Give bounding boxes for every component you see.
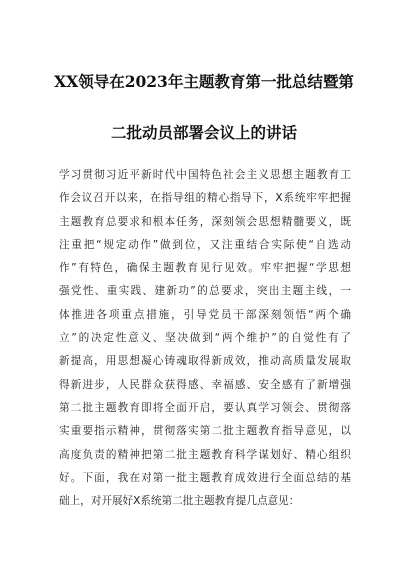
document-title-line-2: 二批动员部署会议上的讲话 [110,123,297,142]
body-line: 主题教育总要求和根本任务，深刻领会思想精髓要义，既 [59,215,351,228]
document-title-line-1: XX领导在2023年主题教育第一批总结暨第 [54,72,354,91]
body-line: 注重把“规定动作”做到位，又注重结合实际使“自选动 [59,238,351,251]
body-line: 新提高，用思想凝心铸魂取得新成效，推动高质量发展取 [59,355,351,368]
body-line: 体推进各项重点措施，引导党员干部深刻领悟“两个确 [59,308,351,321]
body-line: 高度负责的精神把第二批主题教育科学谋划好、精心组织 [59,448,351,461]
body-line: 实重要指示精神，贯彻落实第二批主题教育指导意见，以 [59,425,351,438]
body-line: 强党性、重实践、建新功”的总要求，突出主题主线，一 [59,285,351,298]
body-line: 得新进步，人民群众获得感、幸福感、安全感有了新增强 [59,378,351,391]
body-line: 立”的决定性意义、坚决做到“两个维护”的自觉性有了 [59,332,351,345]
body-line: 好。下面，我在对第一批主题教育成效进行全面总结的基 [59,471,351,484]
body-line: 第二批主题教育即将全面开启，要认真学习领会、贯彻落 [59,401,351,414]
document-body [59,164,351,513]
body-line: 作会议召开以来，在指导组的精心指导下，X系统牢牢把握 [59,192,351,205]
body-line: 础上，对开展好X系统第二批主题教育提几点意见： [59,495,300,508]
body-line: 学习贯彻习近平新时代中国特色社会主义思想主题教育工 [59,169,351,181]
body-line: 作”有特色，确保主题教育见行见效。牢牢把握“学思想 [59,262,351,275]
